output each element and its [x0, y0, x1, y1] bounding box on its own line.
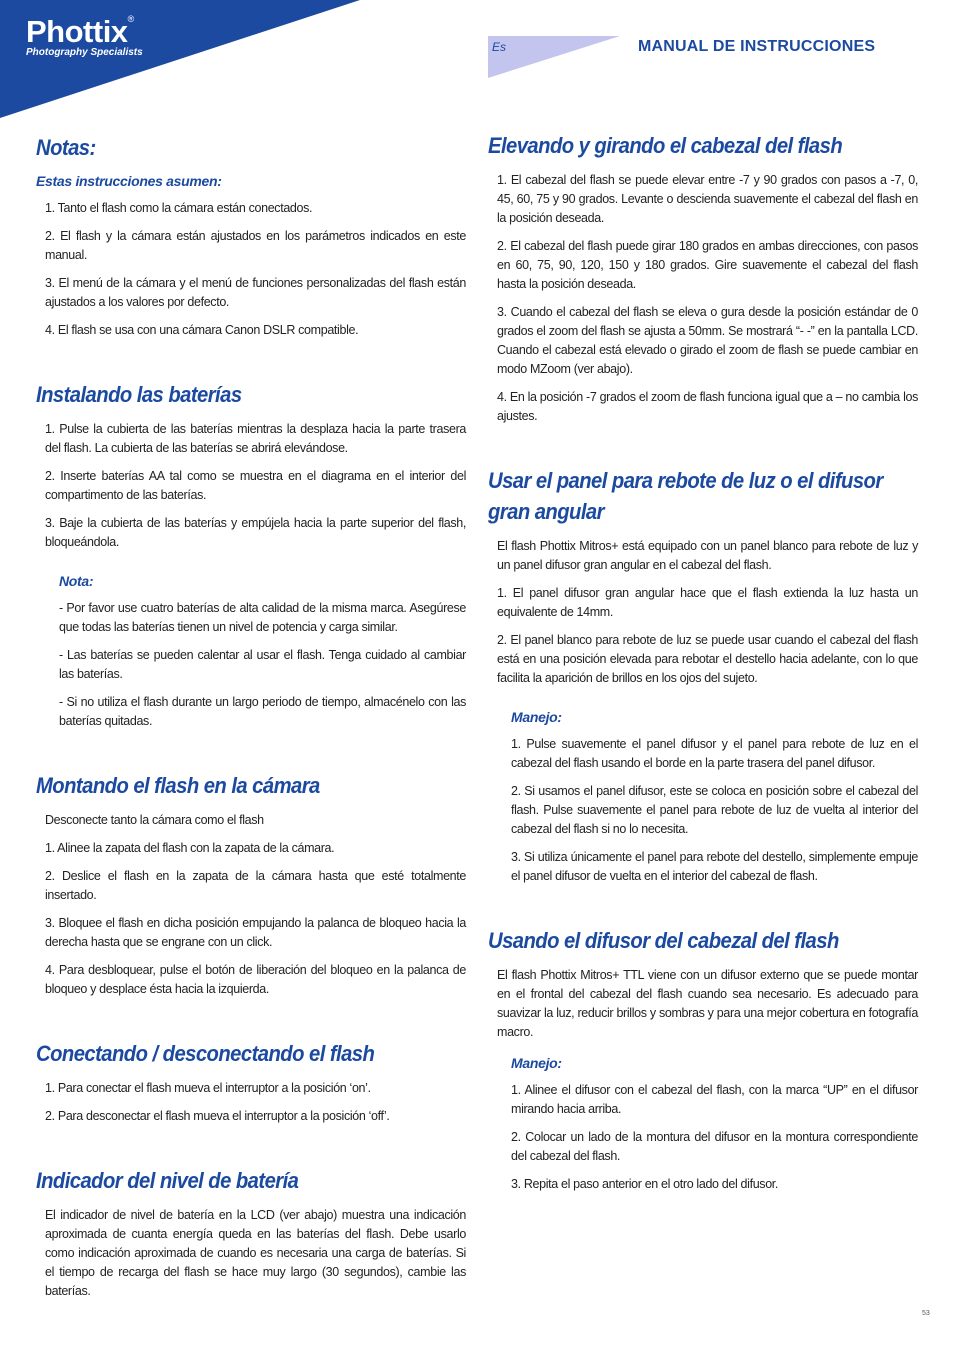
- paragraph: 1. El cabezal del flash se puede elevar entre -7 y 90 grados con pasos a -7, 0, 45, 60, 75 y 90 grados. Levante o descienda suavemente el cabezal del flash en la posición deseada.: [497, 173, 918, 225]
- section-title-elevando: Elevando y girando el cabezal del flash: [488, 133, 843, 158]
- nota-subtitle: Nota:: [59, 573, 94, 589]
- paragraph: El flash Phottix Mitros+ TTL viene con un difusor externo que se puede montar en el frontal del cabezal del flash cuando sea necesario. Es adecuado para suavizar la luz, reducir brillos y sombras y para una mejor cobertura en fotografía macro.: [497, 968, 918, 1039]
- paragraph: 2. El flash y la cámara están ajustados en los parámetros indicados en este manual.: [45, 229, 466, 262]
- section-title-baterias: Instalando las baterías: [36, 382, 242, 407]
- section-title-notas: Notas:: [36, 135, 96, 160]
- logo-tagline: Photography Specialists: [26, 47, 143, 58]
- paragraph: 2. Para desconectar el flash mueva el interruptor a la posición ‘off’.: [45, 1109, 390, 1123]
- paragraph: 3. Bloquee el flash en dicha posición empujando la palanca de bloqueo hacia la derecha hasta que se engrane con un click.: [45, 916, 466, 949]
- paragraph: 1. El panel difusor gran angular hace que el flash extienda la luz hasta un equivalente de 14mm.: [497, 586, 918, 619]
- paragraph: El flash Phottix Mitros+ está equipado con un panel blanco para rebote de luz y un panel difusor gran angular en el cabezal del flash.: [497, 539, 918, 572]
- paragraph: 1. Pulse la cubierta de las baterías mientras la desplaza hacia la parte trasera del flash. La cubierta de las baterías se abrirá elevándose.: [45, 422, 466, 455]
- section-title-panel: Usar el panel para rebote de luz o el difusor gran angular: [488, 468, 883, 524]
- paragraph: 3. El menú de la cámara y el menú de funciones personalizadas del flash están ajustados a los valores por defecto.: [45, 276, 466, 309]
- paragraph: 2. Deslice el flash en la zapata de la cámara hasta que esté totalmente insertado.: [45, 869, 466, 902]
- paragraph: 1. Para conectar el flash mueva el interruptor a la posición ‘on’.: [45, 1081, 371, 1095]
- paragraph: 2. El cabezal del flash puede girar 180 grados en ambas direcciones, con pasos en 60, 75, 90, 120, 150 y 180 grados. Gire suavemente el cabezal del flash hasta la posición deseada.: [497, 239, 918, 291]
- paragraph: Desconecte tanto la cámara como el flash: [45, 813, 264, 827]
- paragraph: 3. Cuando el cabezal del flash se eleva o gura desde la posición estándar de 0 grados el zoom del flash se ajusta a 50mm. Se mostrará “- -” en la pantalla LCD. Cuando el cabezal está elevado o girado el zoom de flash se puede cambiar en modo MZoom (ver abajo).: [497, 305, 918, 376]
- right-column: [488, 130, 918, 1203]
- paragraph: 3. Repita el paso anterior en el otro lado del difusor.: [511, 1177, 779, 1191]
- manejo-subtitle: Manejo:: [511, 709, 562, 725]
- paragraph: 2. El panel blanco para rebote de luz se puede usar cuando el cabezal del flash está en una posición elevada para rebotar el destello hacia adelante, con lo que facilita la aparición de brillos en los ojos del sujeto.: [497, 633, 918, 685]
- paragraph: 1. Alinee la zapata del flash con la zapata de la cámara.: [45, 841, 335, 855]
- paragraph: 4. El flash se usa con una cámara Canon DSLR compatible.: [45, 323, 359, 337]
- paragraph: 2. Colocar un lado de la montura del difusor en la montura correspondiente del cabezal del flash.: [511, 1130, 918, 1163]
- section-title-indicador: Indicador del nivel de batería: [36, 1168, 299, 1193]
- notas-subtitle: Estas instrucciones asumen:: [36, 173, 222, 189]
- left-column: [36, 132, 466, 1310]
- paragraph: - Las baterías se pueden calentar al usar el flash. Tenga cuidado al cambiar las baterías.: [59, 648, 466, 681]
- phottix-logo: [26, 14, 143, 58]
- section-title-difusor: Usando el difusor del cabezal del flash: [488, 928, 839, 953]
- paragraph: 1. Tanto el flash como la cámara están conectados.: [45, 201, 313, 215]
- section-title-conectando: Conectando / desconectando el flash: [36, 1041, 375, 1066]
- manejo-subtitle: Manejo:: [511, 1055, 562, 1071]
- language-label: Es: [492, 40, 507, 54]
- page-number: 53: [922, 1310, 930, 1317]
- paragraph: - Por favor use cuatro baterías de alta calidad de la misma marca. Asegúrese que todas las baterías tienen un nivel de potencia y carga similar.: [59, 601, 466, 634]
- logo-wordmark: Phottix: [26, 14, 128, 49]
- paragraph: 3. Si utiliza únicamente el panel para rebote del destello, simplemente empuje el panel difusor de vuelta en el interior del cabezal de flash.: [511, 850, 918, 883]
- paragraph: - Si no utiliza el flash durante un largo periodo de tiempo, almacénelo con las baterías quitadas.: [59, 695, 466, 728]
- paragraph: 1. Alinee el difusor con el cabezal del flash, con la marca “UP” en el difusor mirando hacia arriba.: [511, 1083, 918, 1116]
- section-title-montando: Montando el flash en la cámara: [36, 773, 320, 798]
- paragraph: 4. Para desbloquear, pulse el botón de liberación del bloqueo en la palanca de bloqueo y desplace ésta hacia la izquierda.: [45, 963, 466, 996]
- paragraph: 1. Pulse suavemente el panel difusor y el panel para rebote de luz en el cabezal del flash usando el borde en la parte trasera del panel difusor.: [511, 737, 918, 770]
- paragraph: 2. Si usamos el panel difusor, este se coloca en posición sobre el cabezal del flash. Pulse suavemente el panel para rebote de luz de vuelta al interior del cabezal del flash si no lo necesita.: [511, 784, 918, 836]
- paragraph: 4. En la posición -7 grados el zoom de flash funciona igual que a – no cambia los ajustes.: [497, 390, 918, 423]
- paragraph: 2. Inserte baterías AA tal como se muestra en el diagrama en el interior del compartimento de las baterías.: [45, 469, 466, 502]
- language-tab: [488, 36, 620, 78]
- paragraph: El indicador de nivel de batería en la LCD (ver abajo) muestra una indicación aproximada de cuanta energía queda en las baterías del flash. Debe usarlo como indicación aproximada de cuando es necesaria una carga de baterías. Si el tiempo de recarga del flash se hace muy largo (30 segundos), cambie las baterías.: [45, 1208, 466, 1298]
- manual-title: MANUAL DE INSTRUCCIONES: [638, 38, 876, 55]
- paragraph: 3. Baje la cubierta de las baterías y empújela hacia la parte superior del flash, bloqueándola.: [45, 516, 466, 549]
- logo-registered-mark: ®: [127, 14, 135, 24]
